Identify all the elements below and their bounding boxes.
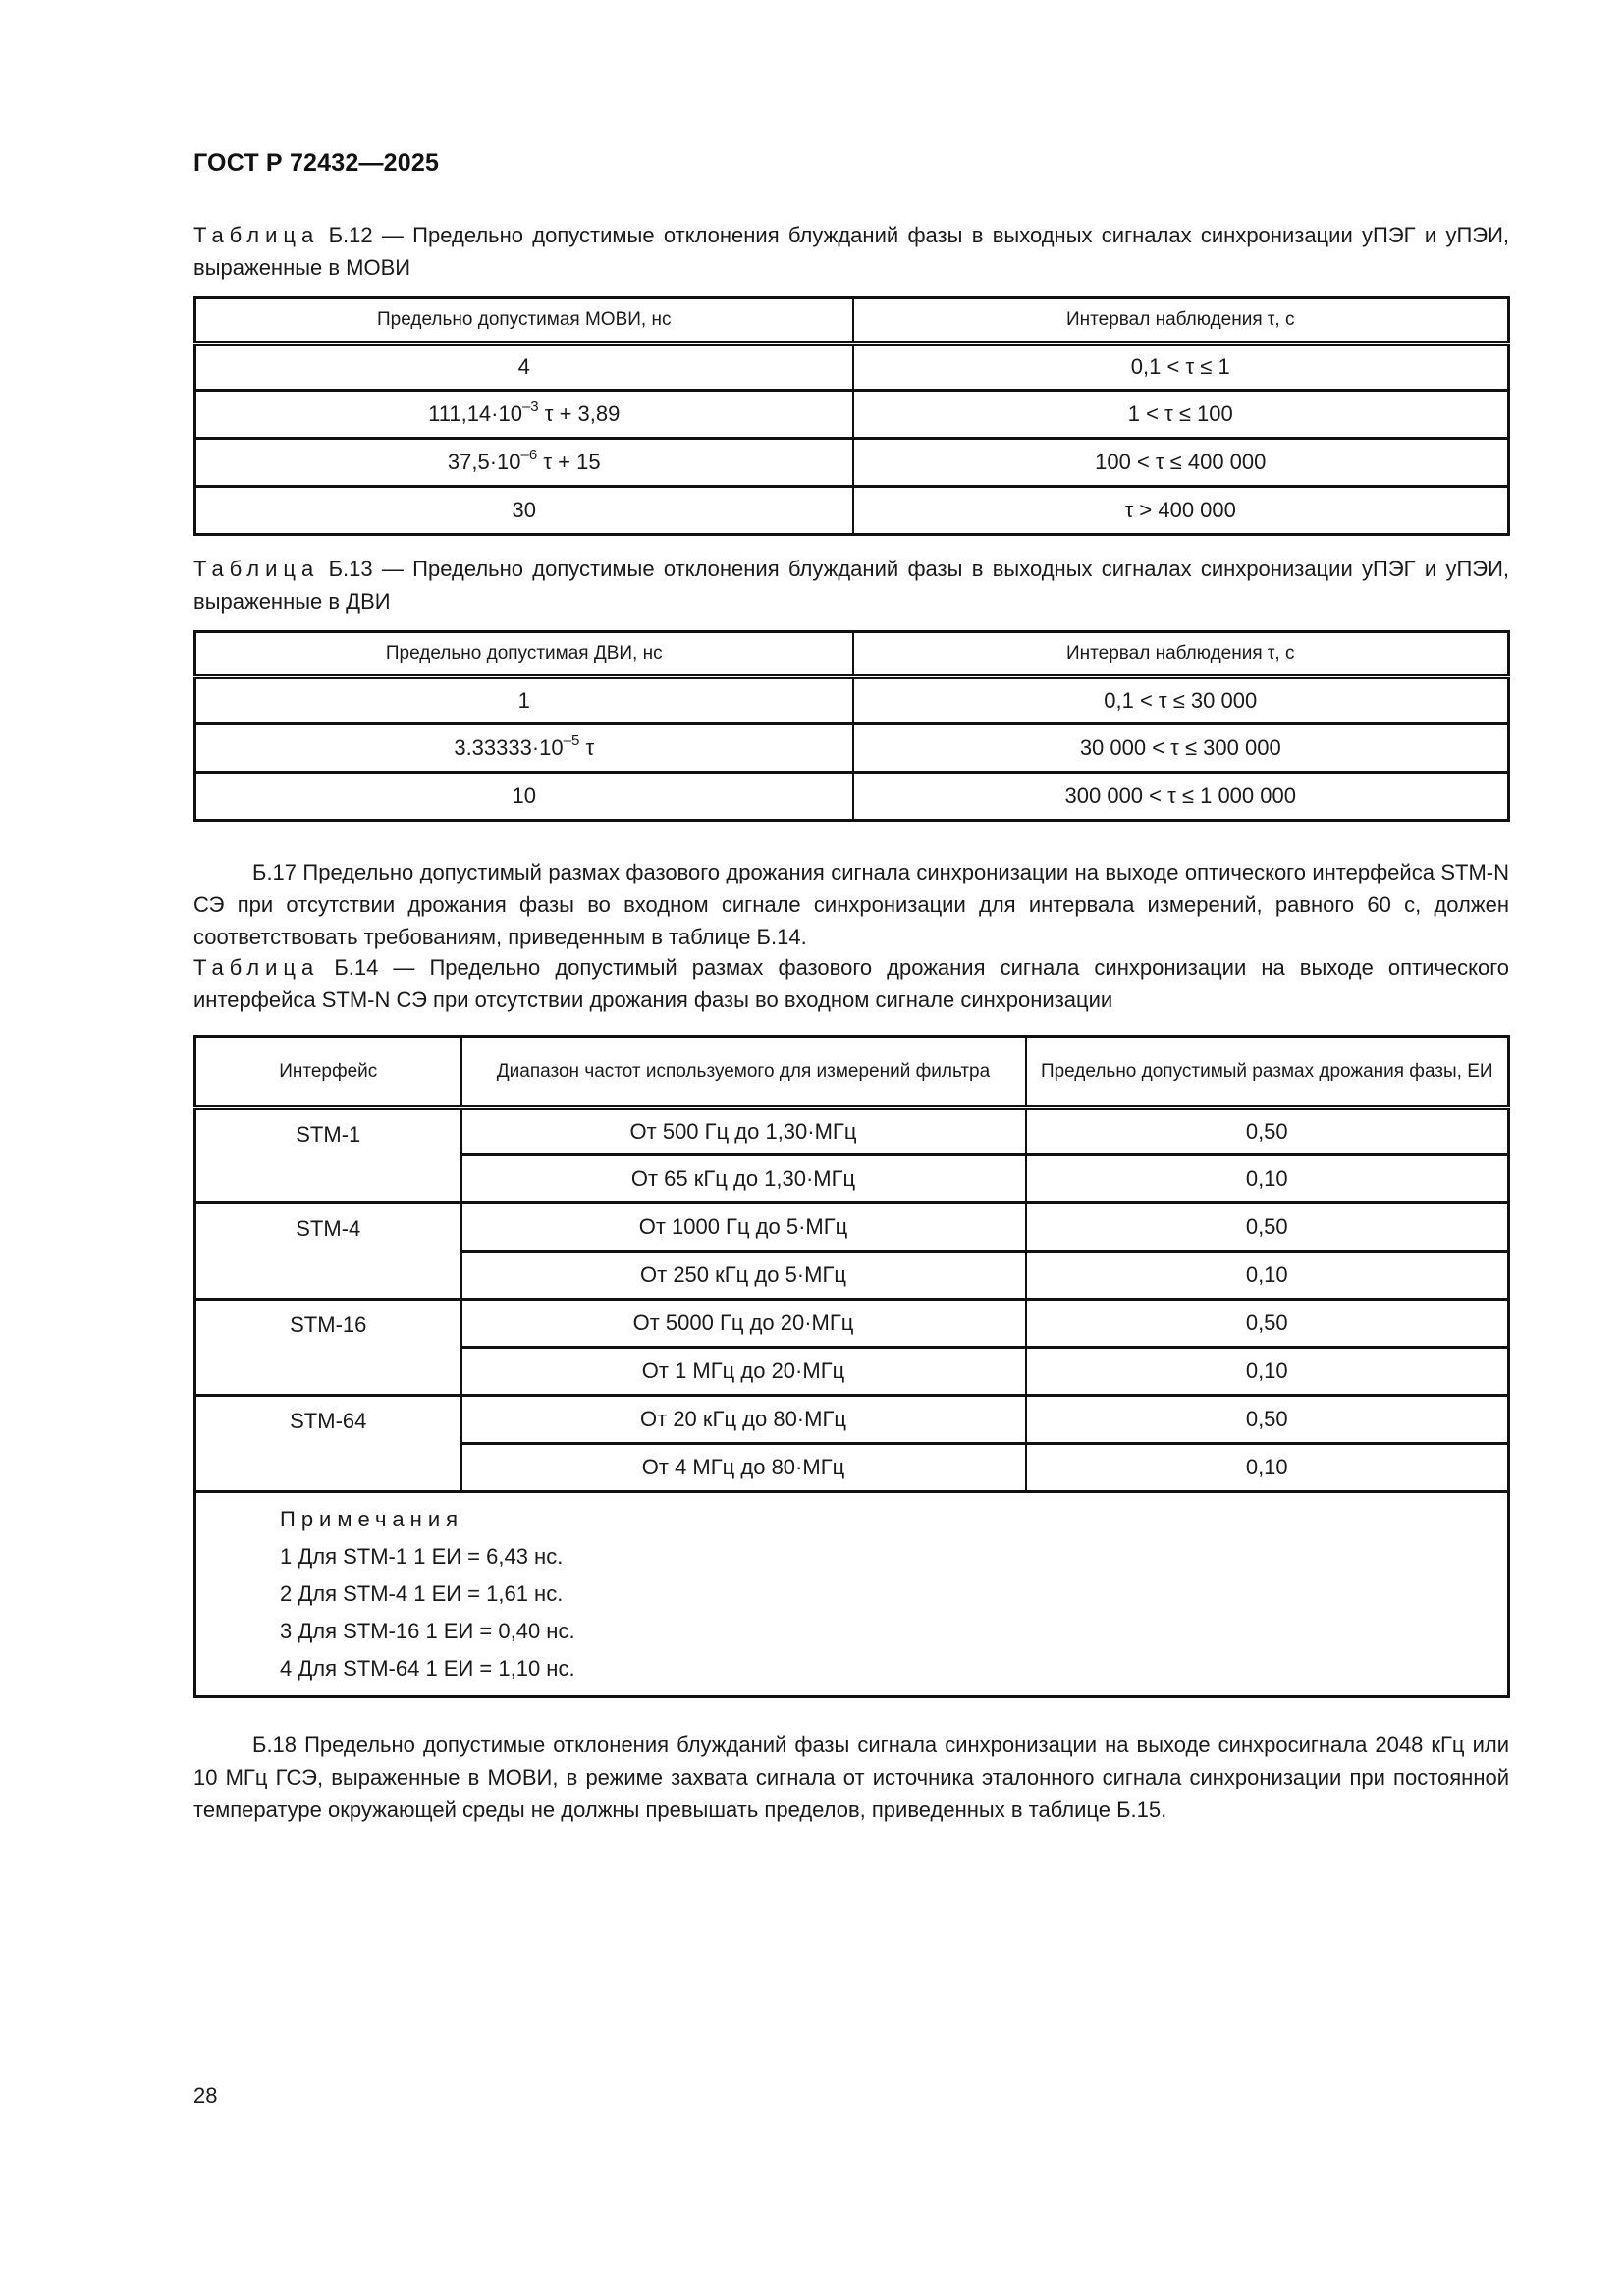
interval-value: 0,1 < τ ≤ 1 — [853, 344, 1509, 391]
table-b13-caption — [193, 553, 1509, 617]
table-header-row — [195, 298, 1509, 344]
frequency-range: От 250 кГц до 5·МГц — [461, 1252, 1026, 1300]
jitter-value: 0,10 — [1026, 1252, 1509, 1300]
jitter-value: 0,50 — [1026, 1300, 1509, 1348]
interface-cell: STM-16 — [195, 1300, 461, 1396]
frequency-range: От 20 кГц до 80·МГц — [461, 1396, 1026, 1444]
frequency-range: От 500 Гц до 1,30·МГц — [461, 1108, 1026, 1155]
jitter-value: 0,50 — [1026, 1108, 1509, 1155]
note-item: 1 Для STM-1 1 ЕИ = 6,43 нс. — [280, 1544, 564, 1569]
caption-word: Таблица — [193, 955, 320, 980]
tdev-value: 10 — [195, 773, 853, 821]
table-row — [195, 1300, 1509, 1348]
mtie-value: $37,5\cdot 10^{-6}$ τ + 15 — [195, 439, 853, 487]
note-item: 4 Для STM-64 1 ЕИ = 1,10 нс. — [280, 1656, 575, 1681]
mtie-value: 30 — [195, 487, 853, 535]
table-row — [195, 1108, 1509, 1155]
jitter-value: 0,10 — [1026, 1155, 1509, 1203]
frequency-range: От 5000 Гц до 20·МГц — [461, 1300, 1026, 1348]
column-header: Предельно допустимая ДВИ, нс — [195, 632, 853, 677]
table-header-row — [195, 632, 1509, 677]
interval-value: 300 000 < τ ≤ 1 000 000 — [853, 773, 1509, 821]
table-row — [195, 677, 1509, 724]
table-row — [195, 439, 1509, 487]
tdev-value: $3.33333\cdot 10^{-5}$ τ — [195, 724, 853, 773]
notes-title: Примечания — [280, 1507, 464, 1531]
caption-text: Б.14 — Предельно допустимый размах фазового дрожания сигнала синхронизации на выходе оптического интерфейса STM-N СЭ при отсутствии дрожания фазы во входном сигнале синхронизации — [193, 955, 1509, 1012]
table-row — [195, 1203, 1509, 1252]
frequency-range: От 65 кГц до 1,30·МГц — [461, 1155, 1026, 1203]
table-row — [195, 724, 1509, 773]
table-row — [195, 487, 1509, 535]
column-header: Предельно допустимый размах дрожания фазы, ЕИ — [1026, 1037, 1509, 1108]
jitter-value: 0,50 — [1026, 1203, 1509, 1252]
caption-word: Таблица — [193, 557, 320, 581]
caption-text: Б.12 — Предельно допустимые отклонения блужданий фазы в выходных сигналах синхронизации уПЭГ и уПЭИ, выраженные в МОВИ — [193, 223, 1509, 280]
table-row — [195, 1396, 1509, 1444]
table-b14 — [193, 1035, 1510, 1698]
frequency-range: От 4 МГц до 80·МГц — [461, 1444, 1026, 1492]
frequency-range: От 1 МГц до 20·МГц — [461, 1348, 1026, 1396]
tdev-value: 1 — [195, 677, 853, 724]
interface-cell: STM-4 — [195, 1203, 461, 1300]
notes-cell — [195, 1492, 1509, 1697]
interval-value: 0,1 < τ ≤ 30 000 — [853, 677, 1509, 724]
column-header: Интервал наблюдения τ, с — [853, 298, 1509, 344]
paragraph-b17: Б.17 Предельно допустимый размах фазового дрожания сигнала синхронизации на выходе оптического интерфейса STM-N СЭ при отсутствии дрожания фазы во входном сигнале синхронизации для интервала измерений, равного 60 с, должен соответствовать требованиям, приведенным в таблице Б.14. — [193, 860, 1509, 949]
page-number: 28 — [193, 2083, 218, 2108]
column-header: Интервал наблюдения τ, с — [853, 632, 1509, 677]
caption-text: Б.13 — Предельно допустимые отклонения блужданий фазы в выходных сигналах синхронизации уПЭГ и уПЭИ, выраженные в ДВИ — [193, 557, 1509, 614]
note-item: 3 Для STM-16 1 ЕИ = 0,40 нс. — [280, 1619, 575, 1643]
column-header: Диапазон частот используемого для измерений фильтра — [461, 1037, 1026, 1108]
document-id: ГОСТ Р 72432—2025 — [193, 149, 440, 177]
interval-value: 100 < τ ≤ 400 000 — [853, 439, 1509, 487]
interval-value: τ > 400 000 — [853, 487, 1509, 535]
table-b14-caption — [193, 951, 1509, 1016]
table-row — [195, 773, 1509, 821]
interval-value: 1 < τ ≤ 100 — [853, 391, 1509, 439]
jitter-value: 0,10 — [1026, 1444, 1509, 1492]
mtie-value: 4 — [195, 344, 853, 391]
column-header: Интерфейс — [195, 1037, 461, 1108]
column-header: Предельно допустимая МОВИ, нс — [195, 298, 853, 344]
frequency-range: От 1000 Гц до 5·МГц — [461, 1203, 1026, 1252]
table-row — [195, 391, 1509, 439]
interface-cell: STM-64 — [195, 1396, 461, 1492]
interval-value: 30 000 < τ ≤ 300 000 — [853, 724, 1509, 773]
table-header-row — [195, 1037, 1509, 1108]
caption-word: Таблица — [193, 223, 320, 247]
jitter-value: 0,10 — [1026, 1348, 1509, 1396]
note-item: 2 Для STM-4 1 ЕИ = 1,61 нс. — [280, 1581, 564, 1606]
table-row — [195, 344, 1509, 391]
interface-cell: STM-1 — [195, 1108, 461, 1203]
paragraph-b18: Б.18 Предельно допустимые отклонения блужданий фазы сигнала синхронизации на выходе синхросигнала 2048 кГц или 10 МГц ГСЭ, выраженные в МОВИ, в режиме захвата сигнала от источника эталонного сигнала синхронизации при постоянной температуре окружающей среды не должны превышать пределов, приведенных в таблице Б.15. — [193, 1733, 1509, 1822]
table-b12 — [193, 296, 1510, 536]
mtie-value: $111,14\cdot 10^{-3}$ τ + 3,89 — [195, 391, 853, 439]
jitter-value: 0,50 — [1026, 1396, 1509, 1444]
notes-row — [195, 1492, 1509, 1697]
table-b13 — [193, 630, 1510, 822]
table-b12-caption — [193, 219, 1509, 284]
